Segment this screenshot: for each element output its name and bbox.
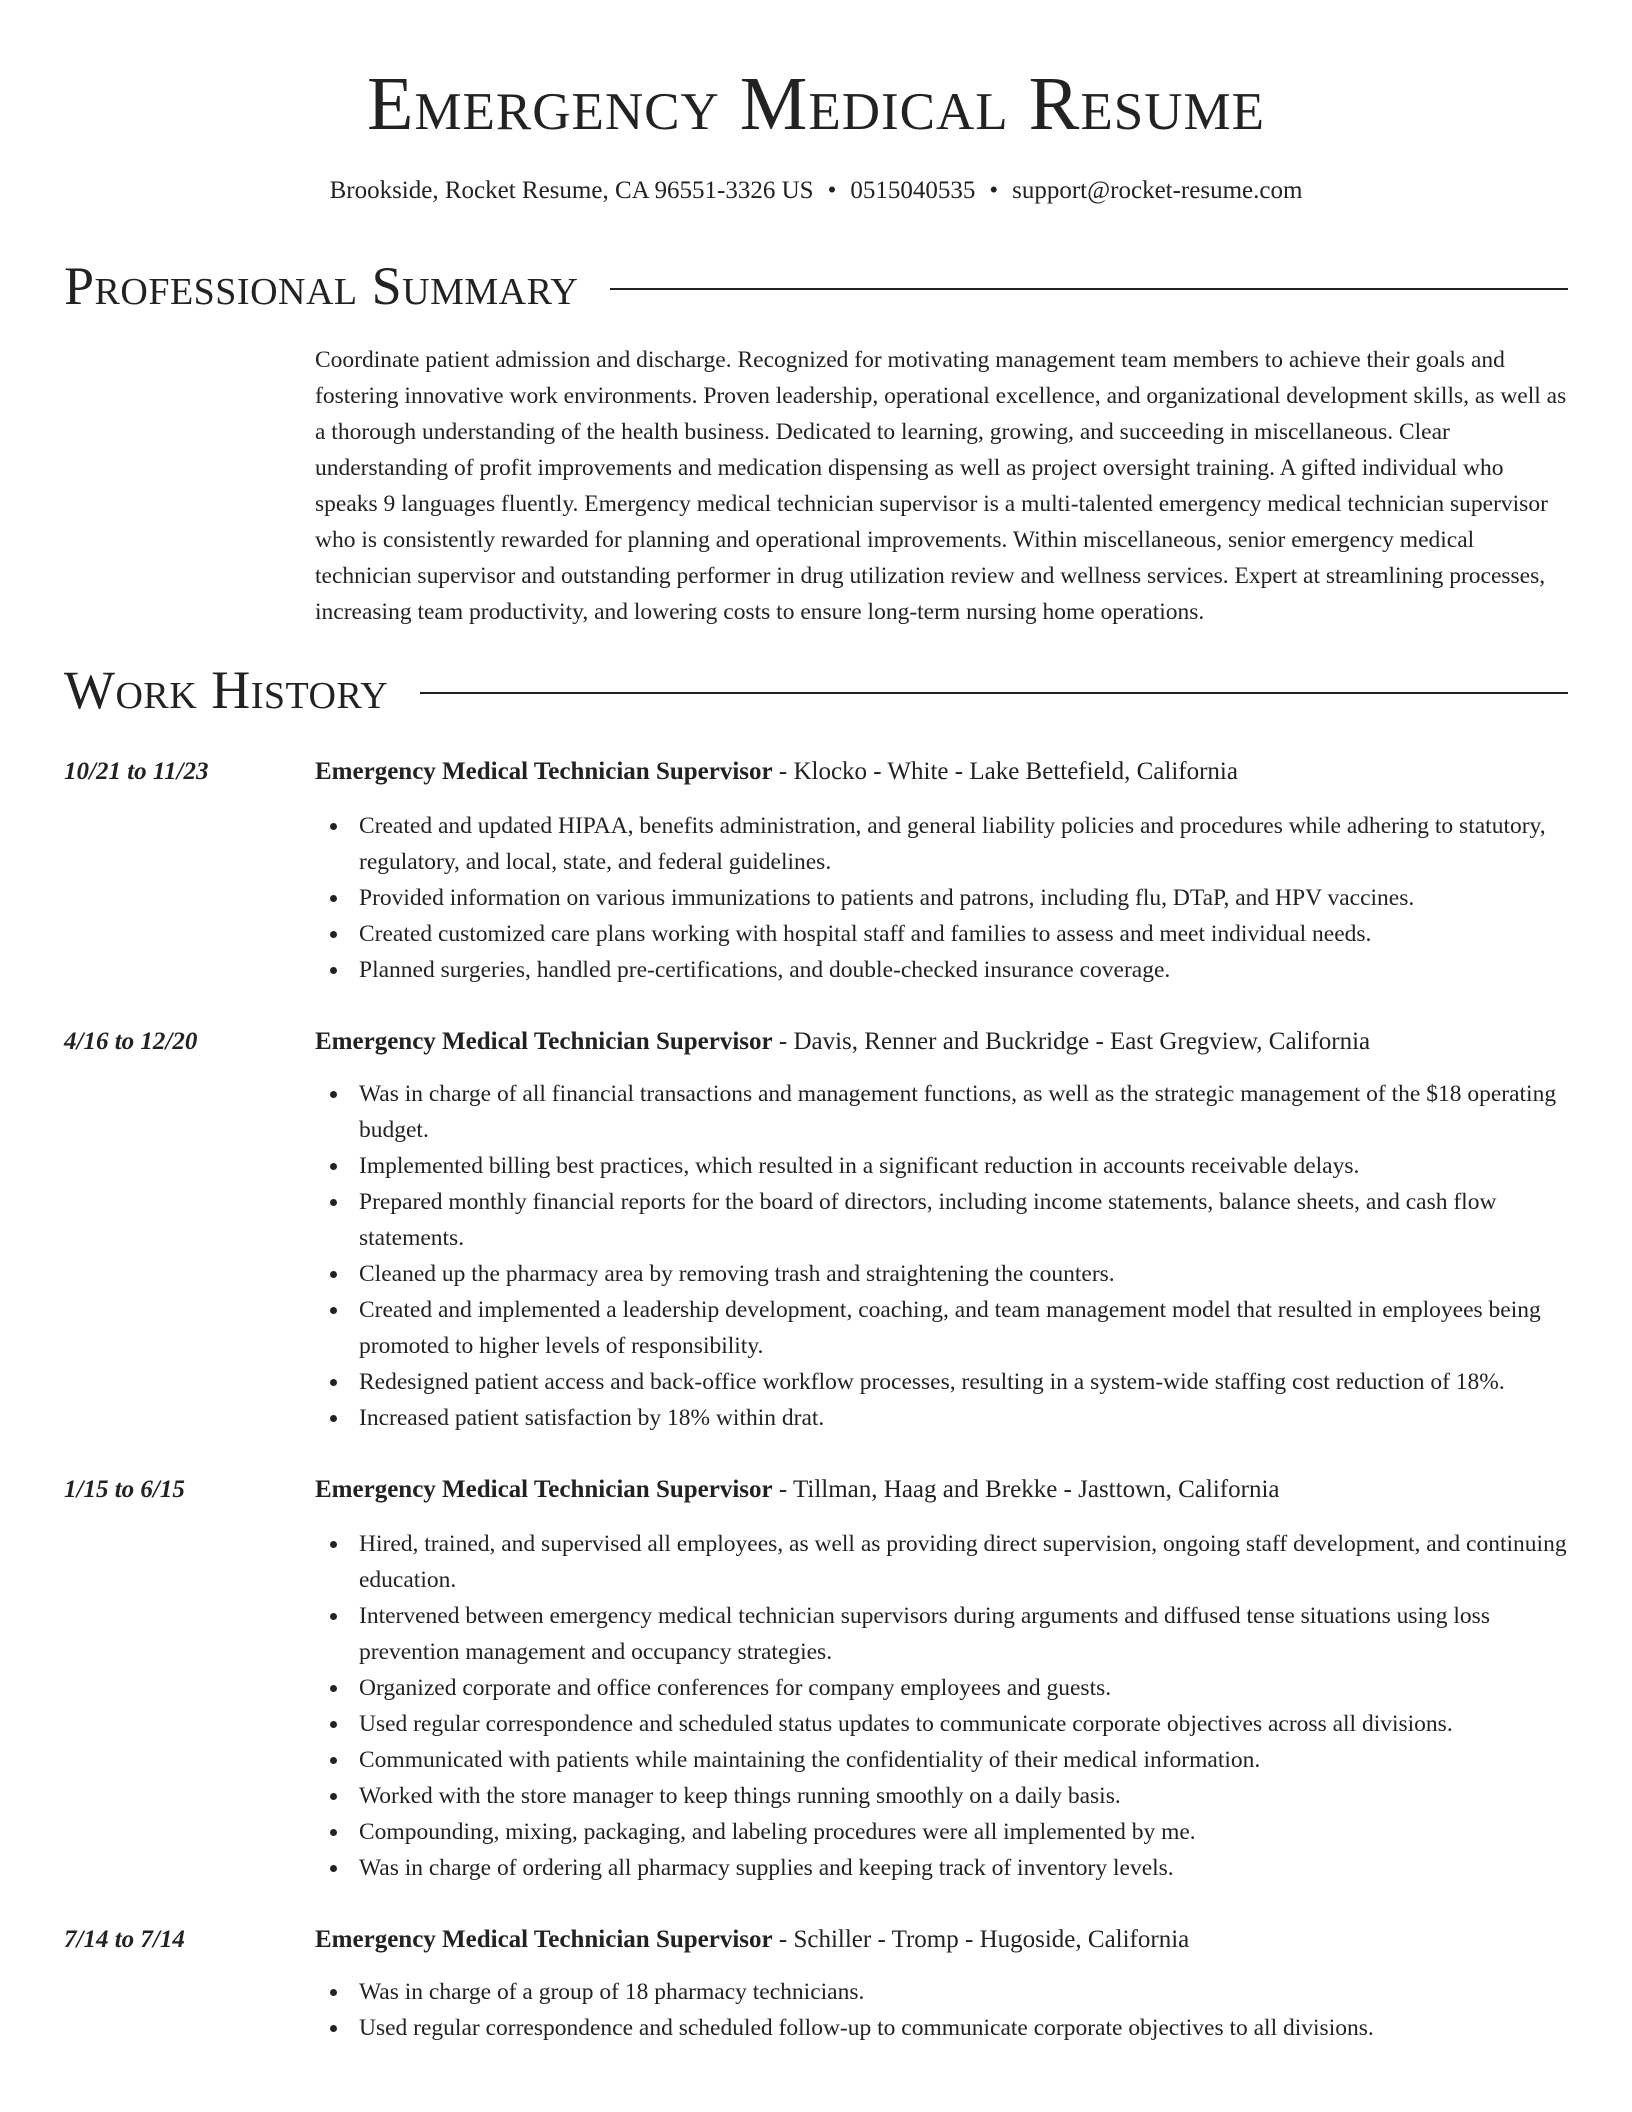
- work-history-list: [64, 754, 1568, 2046]
- job-bullet: Redesigned patient access and back-office workflow processes, resulting in a system-wide staffing cost reduction of 18%.: [359, 1364, 1568, 1400]
- job-bullet: Implemented billing best practices, which resulted in a significant reduction in accounts receivable delays.: [359, 1148, 1568, 1184]
- job-entry: [64, 754, 1568, 988]
- job-bullet-list: [315, 1974, 1568, 2046]
- contact-address: Brookside, Rocket Resume, CA 96551-3326 US: [329, 177, 814, 204]
- job-bullet: Increased patient satisfaction by 18% within drat.: [359, 1400, 1568, 1436]
- job-bullet-list: [315, 808, 1568, 988]
- job-entry: [64, 1024, 1568, 1436]
- job-role: Emergency Medical Technician Supervisor: [315, 1476, 773, 1503]
- job-bullet: Organized corporate and office conferences for company employees and guests.: [359, 1670, 1568, 1706]
- job-bullet: Planned surgeries, handled pre-certifications, and double-checked insurance coverage.: [359, 952, 1568, 988]
- work-heading: Work History: [64, 660, 389, 720]
- job-header-line: [315, 1922, 1568, 1958]
- job-employer-location: - Tillman, Haag and Brekke - Jasttown, California: [772, 1476, 1280, 1503]
- summary-section-header: [64, 254, 1568, 318]
- section-divider: [610, 288, 1568, 290]
- job-bullet: Was in charge of ordering all pharmacy supplies and keeping track of inventory levels.: [359, 1850, 1568, 1886]
- job-body: [315, 1922, 1568, 2046]
- job-body: [315, 1024, 1568, 1436]
- job-bullet-list: [315, 1526, 1568, 1886]
- summary-heading: Professional Summary: [64, 256, 579, 316]
- job-bullet: Created customized care plans working with hospital staff and families to assess and meet individual needs.: [359, 916, 1568, 952]
- contact-phone: 0515040535: [850, 177, 976, 204]
- job-entry: [64, 1922, 1568, 2046]
- job-bullet: Intervened between emergency medical technician supervisors during arguments and diffused tense situations using loss prevention management and occupancy strategies.: [359, 1598, 1568, 1670]
- job-body: [315, 1472, 1568, 1886]
- job-dates: 10/21 to 11/23: [64, 758, 209, 785]
- job-dates: 7/14 to 7/14: [64, 1926, 185, 1953]
- job-entry: [64, 1472, 1568, 1886]
- job-bullet: Prepared monthly financial reports for the board of directors, including income statements, balance sheets, and cash flow statements.: [359, 1184, 1568, 1256]
- job-bullet: Was in charge of a group of 18 pharmacy technicians.: [359, 1974, 1568, 2010]
- job-bullet: Was in charge of all financial transactions and management functions, as well as the strategic management of the $18 operating budget.: [359, 1076, 1568, 1148]
- job-bullet: Used regular correspondence and scheduled status updates to communicate corporate objectives across all divisions.: [359, 1706, 1568, 1742]
- summary-text: Coordinate patient admission and discharge. Recognized for motivating management team members to achieve their goals and fostering innovative work environments. Proven leadership, operational excellence, and organizational development skills, as well as a thorough understanding of the health business. Dedicated to learning, growing, and succeeding in miscellaneous. Clear understanding of profit improvements and medication dispensing as well as project oversight training. A gifted individual who speaks 9 languages fluently. Emergency medical technician supervisor is a multi-talented emergency medical technician supervisor who is consistently rewarded for planning and operational improvements. Within miscellaneous, senior emergency medical technician supervisor and outstanding performer in drug utilization review and wellness services. Expert at streamlining processes, increasing team productivity, and lowering costs to ensure long-term nursing home operations.: [315, 347, 1567, 625]
- resume-title: Emergency Medical Resume: [366, 62, 1266, 146]
- job-role: Emergency Medical Technician Supervisor: [315, 1028, 773, 1055]
- job-bullet: Communicated with patients while maintaining the confidentiality of their medical information.: [359, 1742, 1568, 1778]
- job-employer-location: - Schiller - Tromp - Hugoside, California: [772, 1926, 1190, 1953]
- job-bullet: Cleaned up the pharmacy area by removing trash and straightening the counters.: [359, 1256, 1568, 1292]
- job-header-line: [315, 754, 1568, 790]
- job-bullet: Worked with the store manager to keep things running smoothly on a daily basis.: [359, 1778, 1568, 1814]
- job-bullet-list: [315, 1076, 1568, 1436]
- job-bullet: Used regular correspondence and scheduled follow-up to communicate corporate objectives to all divisions.: [359, 2010, 1568, 2046]
- job-employer-location: - Klocko - White - Lake Bettefield, California: [772, 758, 1238, 785]
- job-bullet: Created and implemented a leadership development, coaching, and team management model that resulted in employees being promoted to higher levels of responsibility.: [359, 1292, 1568, 1364]
- job-body: [315, 754, 1568, 988]
- contact-email[interactable]: support@rocket-resume.com: [1012, 177, 1303, 204]
- job-dates: 1/15 to 6/15: [64, 1476, 185, 1503]
- section-divider: [420, 692, 1568, 694]
- job-dates: 4/16 to 12/20: [64, 1028, 198, 1055]
- job-bullet: Provided information on various immunizations to patients and patrons, including flu, DTaP, and HPV vaccines.: [359, 880, 1568, 916]
- job-role: Emergency Medical Technician Supervisor: [315, 758, 773, 785]
- job-bullet: Created and updated HIPAA, benefits administration, and general liability policies and procedures while adhering to statutory, regulatory, and local, state, and federal guidelines.: [359, 808, 1568, 880]
- contact-separator: •: [989, 177, 999, 204]
- contact-separator: •: [827, 177, 837, 204]
- job-header-line: [315, 1472, 1568, 1508]
- job-bullet: Compounding, mixing, packaging, and labeling procedures were all implemented by me.: [359, 1814, 1568, 1850]
- job-bullet: Hired, trained, and supervised all employees, as well as providing direct supervision, ongoing staff development, and continuing education.: [359, 1526, 1568, 1598]
- job-role: Emergency Medical Technician Supervisor: [315, 1926, 773, 1953]
- contact-line: [64, 174, 1568, 208]
- job-header-line: [315, 1024, 1568, 1060]
- work-section-header: [64, 658, 1568, 722]
- job-employer-location: - Davis, Renner and Buckridge - East Gregview, California: [772, 1028, 1371, 1055]
